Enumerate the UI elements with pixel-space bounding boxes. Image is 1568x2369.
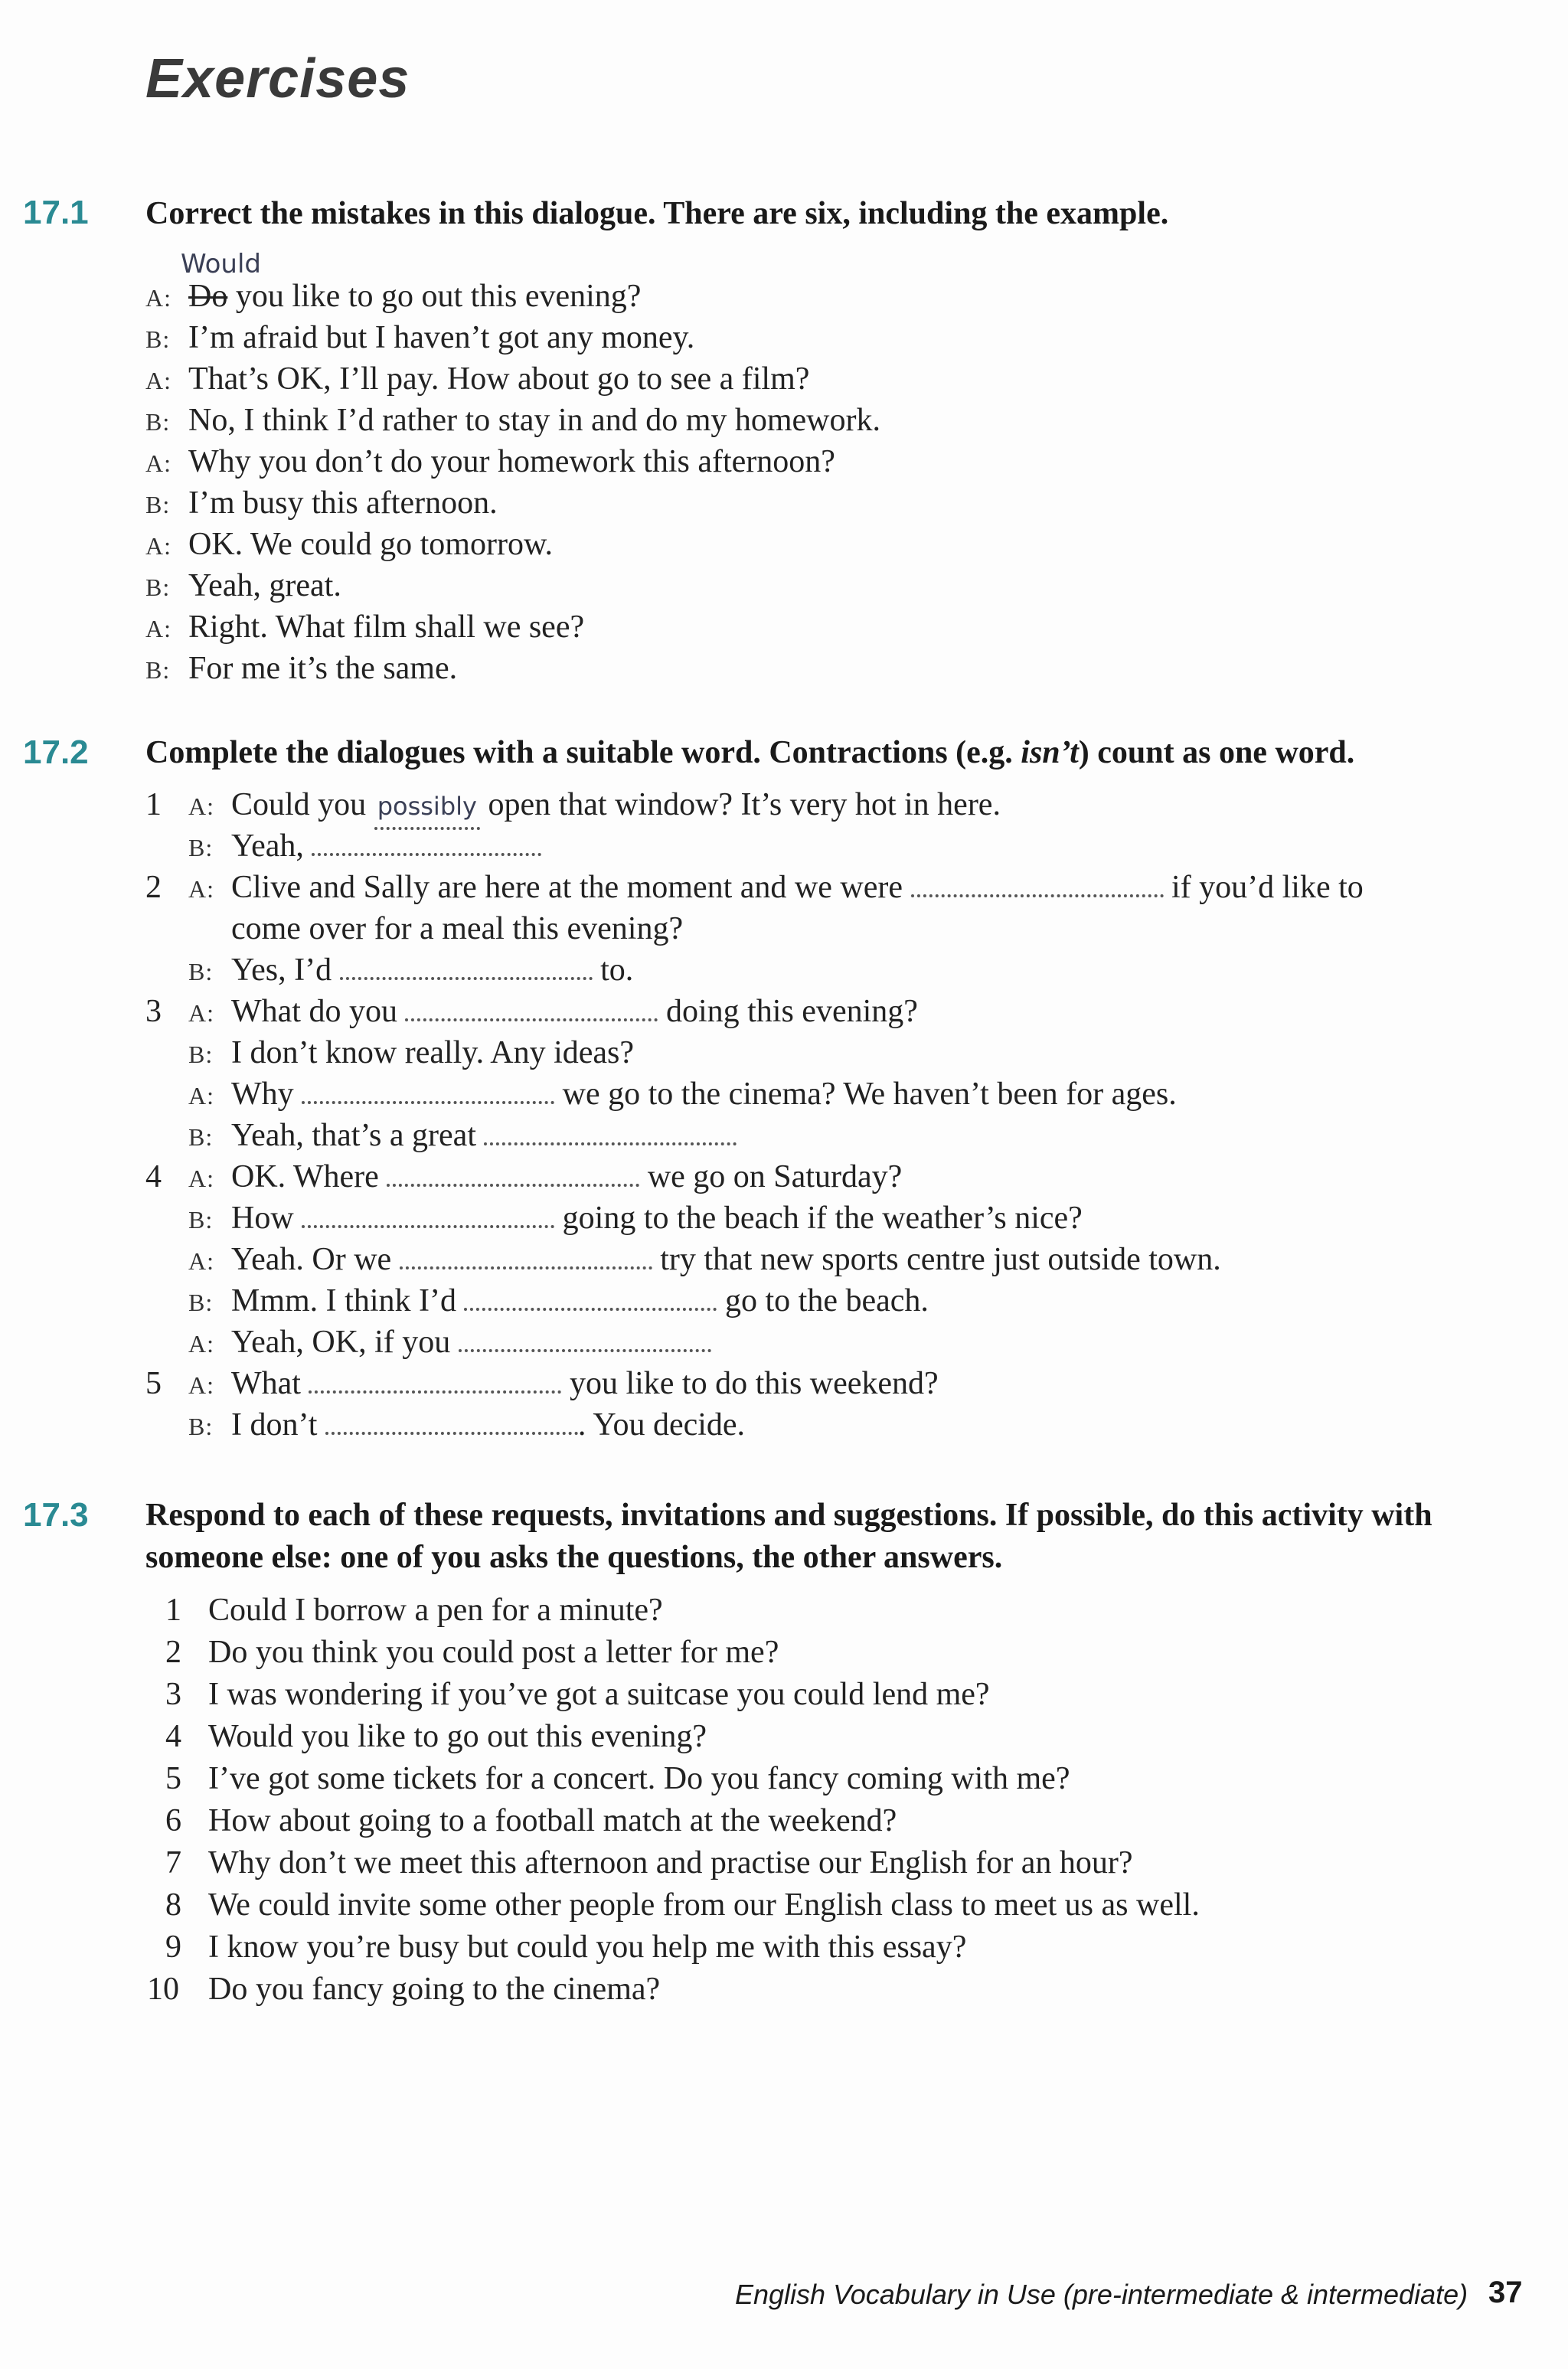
exercise-instruction-17-1: Correct the mistakes in this dialogue. There are six, including the example.	[145, 196, 1169, 231]
dialogue-line: B: I’m afraid but I haven’t got any money.	[145, 320, 695, 355]
dialogue-line: A: Yeah. Or we try that new sports centre just outside town.	[188, 1242, 1221, 1277]
dialogue-line: B: How going to the beach if the weather’s nice?	[188, 1201, 1083, 1236]
answer-blank[interactable]	[302, 1219, 554, 1228]
answer-blank[interactable]	[400, 1260, 652, 1269]
answer-blank[interactable]	[312, 847, 541, 856]
dialogue-line: 1 A: Could you possibly open that window? It’s very hot in here.	[145, 784, 1001, 830]
answer-blank[interactable]	[325, 1426, 578, 1435]
dialogue-line: A: Why we go to the cinema? We haven’t been for ages.	[188, 1077, 1177, 1112]
dialogue-line: B: No, I think I’d rather to stay in and do my homework.	[145, 403, 880, 438]
list-item: 9 I know you’re busy but could you help me with this essay?	[165, 1930, 967, 1965]
list-item: 1 Could I borrow a pen for a minute?	[165, 1593, 663, 1628]
dialogue-line: A: Why you don’t do your homework this afternoon?	[145, 444, 835, 479]
list-item: 2 Do you think you could post a letter for me?	[165, 1635, 779, 1670]
dialogue-line: A: OK. We could go tomorrow.	[145, 527, 554, 562]
answer-blank[interactable]	[302, 1095, 554, 1104]
list-item: 5 I’ve got some tickets for a concert. Do you fancy coming with me?	[165, 1761, 1070, 1796]
dialogue-line: B: Yeah, great.	[145, 568, 341, 603]
list-item: 8 We could invite some other people from our English class to meet us as well.	[165, 1887, 1200, 1923]
page-number: 37	[1488, 2276, 1523, 2309]
book-title-footer: English Vocabulary in Use (pre-intermediate & intermediate)	[735, 2279, 1468, 2310]
handwritten-correction: Would	[181, 249, 262, 279]
list-item: 6 How about going to a football match at the weekend?	[165, 1803, 897, 1838]
dialogue-line: B: Yes, I’d to.	[188, 953, 634, 988]
exercise-number-17-3: 17.3	[23, 1496, 89, 1534]
dialogue-line: A: That’s OK, I’ll pay. How about go to see a film?	[145, 361, 810, 397]
dialogue-line: B: For me it’s the same.	[145, 651, 458, 686]
list-item: 4 Would you like to go out this evening?	[165, 1719, 707, 1754]
exercise-instruction-17-2: Complete the dialogues with a suitable word. Contractions (e.g. isn’t) count as one word.	[145, 735, 1355, 770]
dialogue-line: 5 A: What you like to do this weekend?	[145, 1366, 939, 1401]
struck-word: Do	[188, 279, 228, 314]
dialogue-line: 4 A: OK. Where we go on Saturday?	[145, 1159, 903, 1194]
answer-blank[interactable]	[464, 1302, 717, 1311]
answer-blank[interactable]	[309, 1384, 561, 1394]
list-item: 3 I was wondering if you’ve got a suitcase you could lend me?	[165, 1677, 990, 1712]
dialogue-line: B: I don’t . You decide.	[188, 1407, 746, 1443]
dialogue-line: A: Right. What film shall we see?	[145, 609, 585, 645]
answer-blank[interactable]	[387, 1178, 639, 1187]
answer-blank[interactable]	[340, 971, 593, 980]
dialogue-line: B: I’m busy this afternoon.	[145, 485, 498, 521]
dialogue-line: 3 A: What do you doing this evening?	[145, 994, 918, 1029]
answer-blank[interactable]	[911, 888, 1164, 897]
dialogue-line: A: Do you like to go out this evening?	[145, 279, 642, 314]
dialogue-line: B: Yeah,	[188, 825, 541, 868]
dialogue-line: A: Yeah, OK, if you	[188, 1322, 711, 1364]
dialogue-line: B: Mmm. I think I’d go to the beach.	[188, 1283, 929, 1318]
page-title: Exercises	[145, 48, 410, 109]
answer-blank[interactable]	[459, 1343, 711, 1352]
answer-blank[interactable]	[405, 1012, 658, 1021]
list-item: 10 Do you fancy going to the cinema?	[147, 1972, 661, 2007]
dialogue-line: 2 A: Clive and Sally are here at the moment and we were if you’d like to	[145, 870, 1364, 905]
dialogue-line: B: I don’t know really. Any ideas?	[188, 1035, 635, 1070]
answer-blank[interactable]	[484, 1136, 737, 1145]
exercise-instruction-17-3: Respond to each of these requests, invitations and suggestions. If possible, do this activity with someone else: one of you asks the questions, the other answers.	[145, 1498, 1432, 1575]
exercise-number-17-2: 17.2	[23, 734, 89, 771]
exercise-number-17-1: 17.1	[23, 194, 89, 231]
dialogue-line: B: Yeah, that’s a great	[188, 1115, 737, 1158]
example-answer: possibly	[374, 786, 480, 830]
dialogue-line: come over for a meal this evening?	[231, 911, 684, 946]
list-item: 7 Why don’t we meet this afternoon and practise our English for an hour?	[165, 1845, 1133, 1880]
